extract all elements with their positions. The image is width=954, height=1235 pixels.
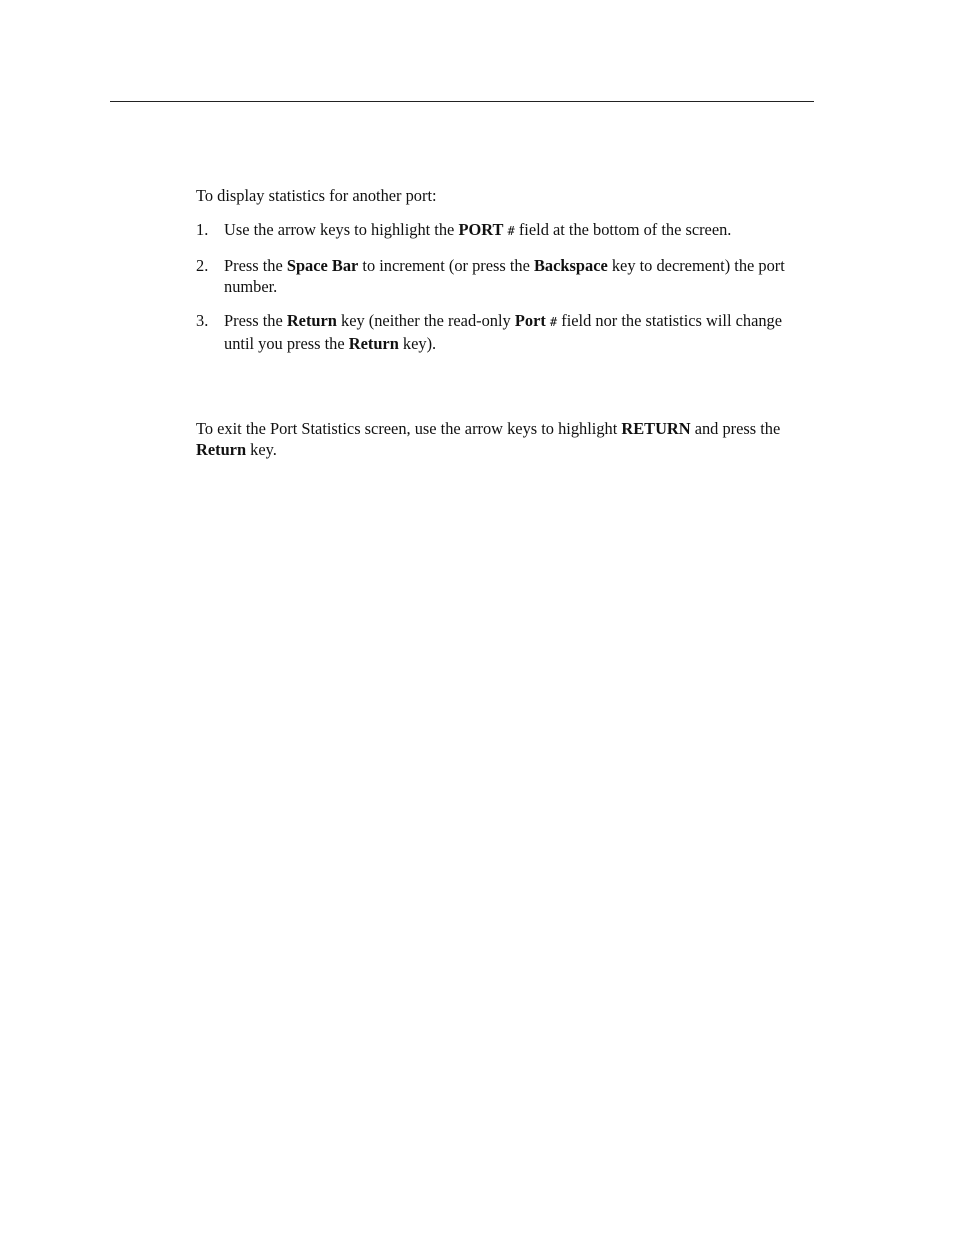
- bold-term: Port: [514, 311, 546, 330]
- step-number: 2.: [196, 256, 209, 275]
- step-number: 3.: [196, 311, 209, 330]
- steps-list: [196, 219, 816, 354]
- step-text: Press the: [224, 311, 287, 330]
- step-text: key).: [398, 334, 437, 353]
- bold-term: Return: [196, 440, 247, 459]
- step-item: [196, 310, 816, 354]
- step-text: key to decrement) the port number.: [224, 256, 785, 296]
- bold-term: Return: [348, 334, 399, 353]
- header-rule: [110, 101, 814, 102]
- bold-term: Space Bar: [286, 256, 359, 275]
- step-text: Press the: [224, 256, 287, 275]
- exit-text: To exit the Port Statistics screen, use the arrow keys to highlight: [196, 419, 622, 438]
- step-number: 1.: [196, 220, 209, 239]
- bold-term: Return: [286, 311, 337, 330]
- step-text: Use the arrow keys to highlight the: [224, 220, 459, 239]
- bold-term: PORT: [458, 220, 504, 239]
- bold-term: Backspace: [534, 256, 608, 275]
- exit-text: key.: [246, 440, 277, 459]
- exit-paragraph: [196, 418, 816, 460]
- exit-text: and press the: [690, 419, 781, 438]
- code-term: #: [549, 315, 558, 329]
- document-body: [196, 185, 816, 476]
- bold-term: RETURN: [621, 419, 691, 438]
- code-term: #: [507, 224, 515, 238]
- step-item: [196, 255, 816, 297]
- step-text: field nor the statistics will change until you press the: [224, 311, 783, 353]
- step-text: key (neither the read-only: [336, 311, 515, 330]
- intro-paragraph: To display statistics for another port:: [196, 186, 437, 205]
- step-item: [196, 219, 816, 242]
- step-text: to increment (or press the: [358, 256, 534, 275]
- step-text: field at the bottom of the screen.: [514, 220, 732, 239]
